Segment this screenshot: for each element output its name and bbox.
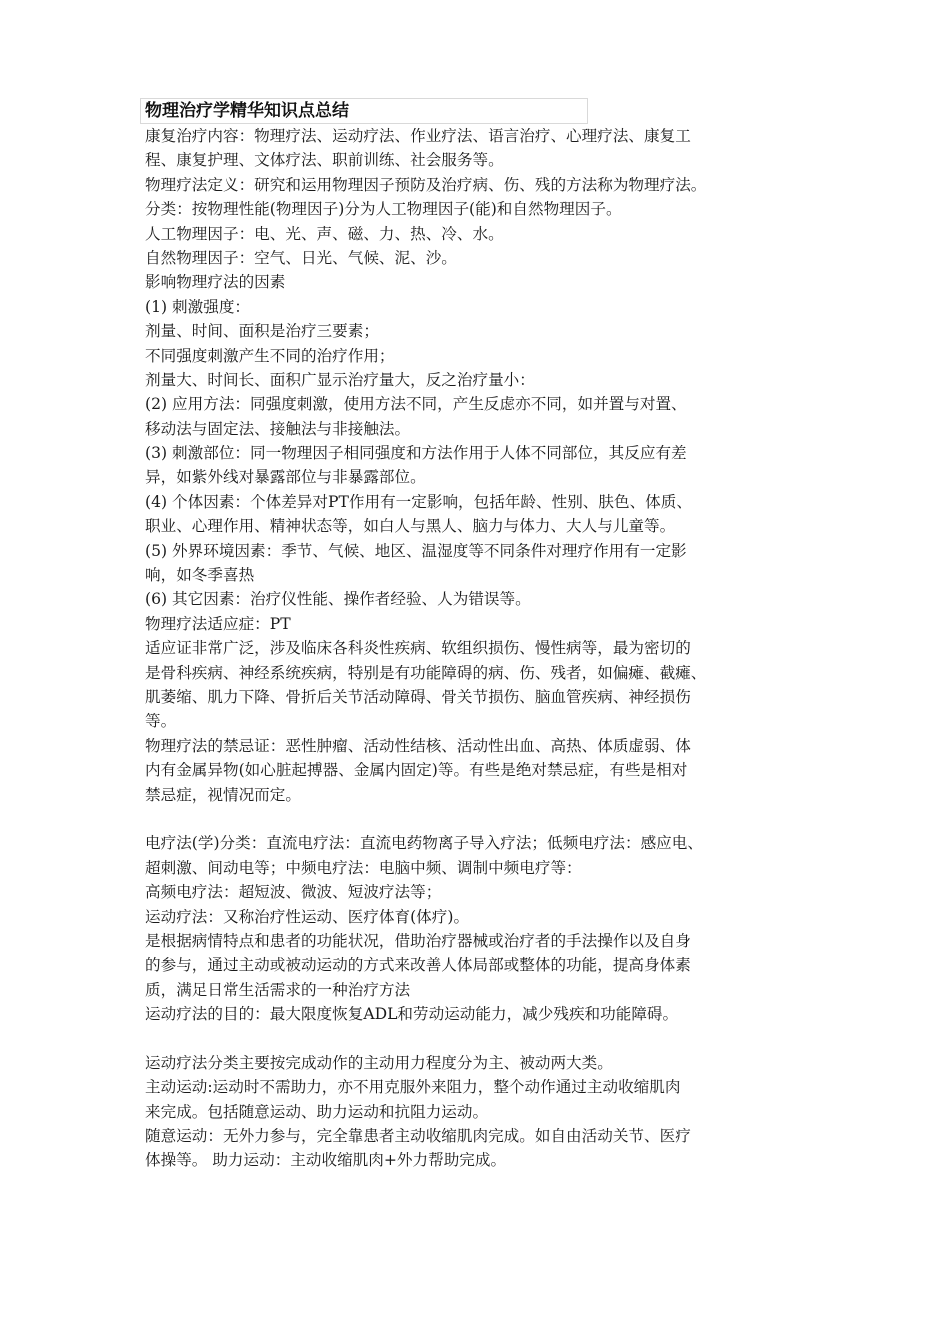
- text-line: (5) 外界环境因素：季节、气候、地区、温湿度等不同条件对理疗作用有一定影: [145, 541, 687, 560]
- text-line: 异，如紫外线对暴露部位与非暴露部位。: [145, 468, 426, 487]
- blank-line: [145, 807, 825, 831]
- blank-line: [145, 1026, 825, 1050]
- text-line: 是骨科疾病、神经系统疾病，特别是有功能障碍的病、伤、残者，如偏瘫、截瘫、: [145, 663, 707, 682]
- text-line: 职业、心理作用、精神状态等，如白人与黑人、脑力与体力、大人与儿童等。: [145, 517, 676, 536]
- text-line: (4) 个体因素：个体差异对PT作用有一定影响，包括年龄、性别、肤色、体质、: [145, 492, 692, 511]
- text-line: 运动疗法的目的：最大限度恢复ADL和劳动运动能力，减少残疾和功能障碍。: [145, 1005, 679, 1024]
- text-line: 移动法与固定法、接触法与非接触法。: [145, 419, 411, 438]
- text-line: 程、康复护理、文体疗法、职前训练、社会服务等。: [145, 151, 504, 170]
- text-line: 体操等。 助力运动：主动收缩肌肉+外力帮助完成。: [145, 1151, 507, 1170]
- text-line: 高频电疗法：超短波、微波、短波疗法等；: [145, 883, 442, 902]
- text-line: 电疗法(学)分类：直流电疗法：直流电药物离子导入疗法；低频电疗法：感应电、: [145, 834, 703, 853]
- text-line: 等。: [145, 712, 177, 731]
- text-line: 来完成。包括随意运动、助力运动和抗阻力运动。: [145, 1102, 489, 1121]
- text-line: 物理疗法适应症：PT: [145, 614, 291, 633]
- text-line: 肌萎缩、肌力下降、骨折后关节活动障碍、骨关节损伤、脑血管疾病、神经损伤: [145, 687, 691, 706]
- text-line: 的参与，通过主动或被动运动的方式来改善人体局部或整体的功能，提高身体素: [145, 956, 691, 975]
- text-line: (3) 刺激部位：同一物理因子相同强度和方法作用于人体不同部位，其反应有差: [145, 444, 687, 463]
- text-line: 超刺激、间动电等；中频电疗法：电脑中频、调制中频电疗等：: [145, 858, 582, 877]
- text-line: 适应证非常广泛，涉及临床各科炎性疾病、软组织损伤、慢性病等，最为密切的: [145, 639, 691, 658]
- text-line: 剂量、时间、面积是治疗三要素；: [145, 322, 379, 341]
- text-line: 剂量大、时间长、面积广显示治疗量大，反之治疗量小：: [145, 370, 535, 389]
- text-line: 自然物理因子：空气、日光、气候、泥、沙。: [145, 248, 457, 267]
- text-line: 随意运动：无外力参与，完全靠患者主动收缩肌肉完成。如自由活动关节、医疗: [145, 1127, 691, 1146]
- text-line: 物理疗法的禁忌证：恶性肿瘤、活动性结核、活动性出血、高热、体质虚弱、体: [145, 736, 691, 755]
- text-line: 主动运动:运动时不需助力，亦不用克服外来阻力，整个动作通过主动收缩肌肉: [145, 1078, 681, 1097]
- text-line: 物理疗法定义：研究和运用物理因子预防及治疗病、伤、残的方法称为物理疗法。: [145, 175, 707, 194]
- text-line: (2) 应用方法：同强度刺激，使用方法不同，产生反虑亦不同，如并置与对置、: [145, 395, 687, 414]
- text-line: 康复治疗内容：物理疗法、运动疗法、作业疗法、语言治疗、心理疗法、康复工: [145, 127, 691, 145]
- text-line: 运动疗法分类主要按完成动作的主动用力程度分为主、被动两大类。: [145, 1053, 613, 1072]
- text-line: (6) 其它因素：治疗仪性能、操作者经验、人为错误等。: [145, 590, 531, 609]
- text-line: 不同强度刺激产生不同的治疗作用；: [145, 346, 395, 365]
- text-line: (1) 刺激强度：: [145, 297, 251, 316]
- document-body: [145, 124, 825, 1173]
- text-line: 影响物理疗法的因素: [145, 273, 286, 292]
- text-line: 人工物理因子：电、光、声、磁、力、热、冷、水。: [145, 224, 504, 243]
- text-line: 内有金属异物(如心脏起搏器、金属内固定)等。有些是绝对禁忌症，有些是相对: [145, 761, 688, 780]
- text-line: 分类：按物理性能(物理因子)分为人工物理因子(能)和自然物理因子。: [145, 200, 622, 219]
- text-line: 是根据病情特点和患者的功能状况，借助治疗器械或治疗者的手法操作以及自身: [145, 931, 691, 950]
- text-line: 响，如冬季喜热: [145, 566, 255, 585]
- text-line: 质，满足日常生活需求的一种治疗方法: [145, 980, 411, 999]
- text-line: 禁忌症，视情况而定。: [145, 785, 301, 804]
- document-title: 物理治疗学精华知识点总结: [145, 101, 349, 121]
- text-line: 运动疗法：又称治疗性运动、医疗体育(体疗)。: [145, 907, 470, 926]
